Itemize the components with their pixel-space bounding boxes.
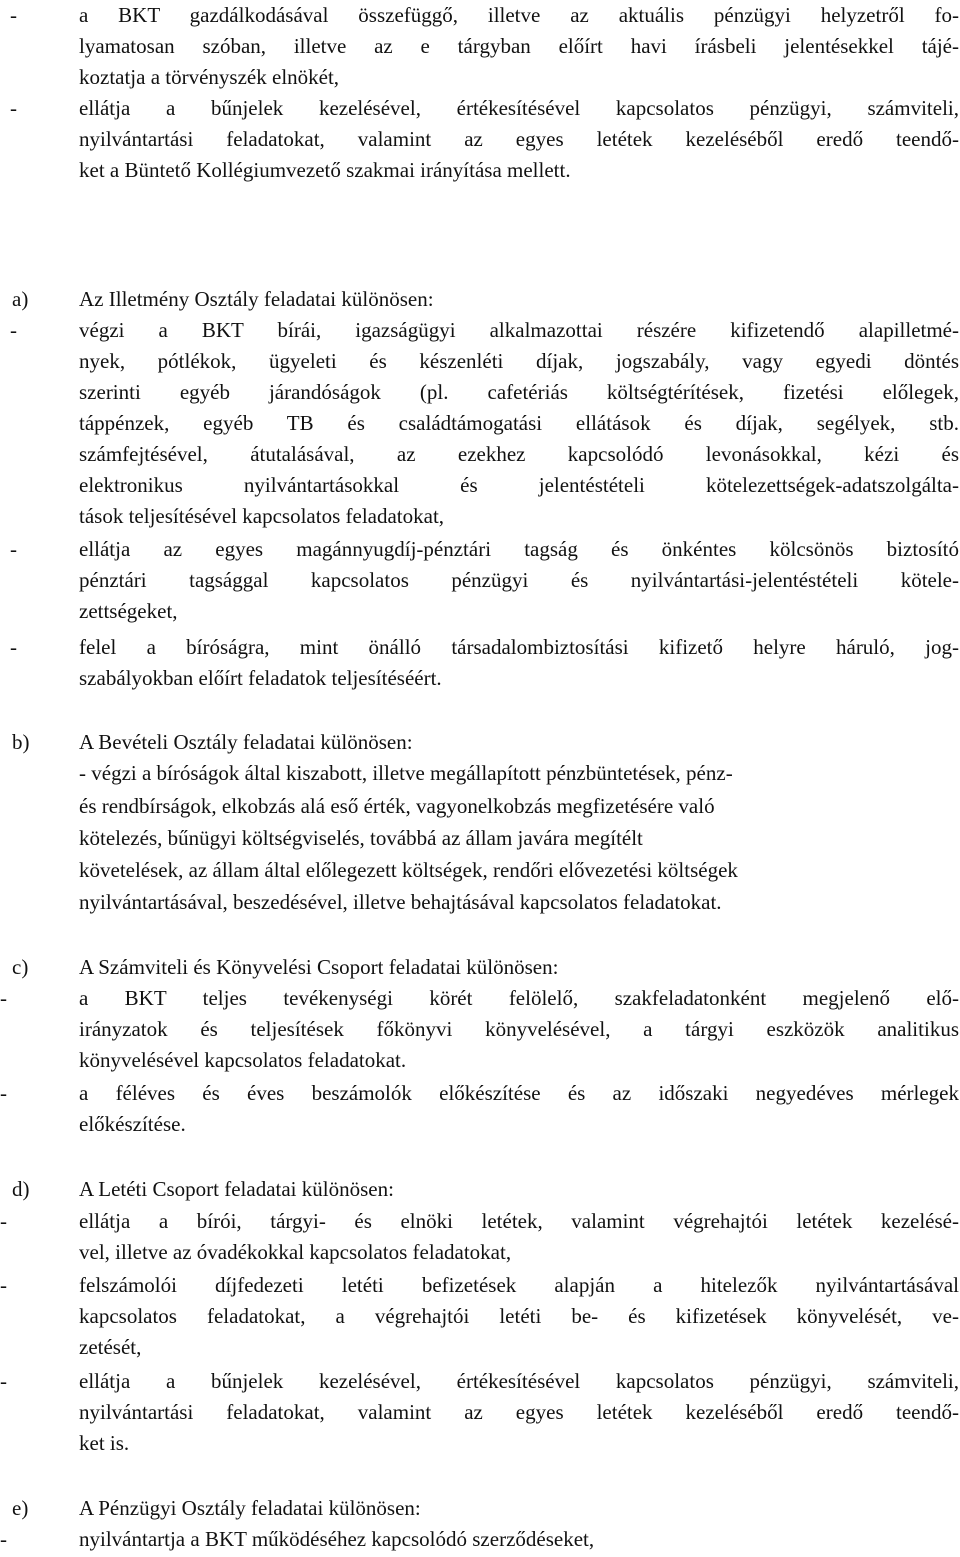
bullet-dash: - (10, 318, 17, 342)
bullet-dash: - (10, 537, 17, 561)
paragraph-line: elektronikus nyilvántartásokkal és jelentéstételi kötelezettségek-adatszolgálta- (79, 473, 959, 497)
paragraph-line: számfejtésével, átutalásával, az ezekhez kapcsolódó levonásokkal, kézi és (79, 442, 959, 466)
paragraph-line: ellátja a bűnjelek kezelésével, értékesítésével kapcsolatos pénzügyi, számviteli, (79, 1369, 959, 1393)
section-heading: A Pénzügyi Osztály feladatai különösen: (79, 1496, 421, 1520)
paragraph-line: pénztári tagsággal kapcsolatos pénzügyi és nyilvántartási-jelentéstételi kötele- (79, 568, 959, 592)
paragraph-line: ket a Büntető Kollégiumvezető szakmai irányítása mellett. (79, 158, 571, 182)
paragraph-line: szabályokban előírt feladatok teljesítéséért. (79, 666, 442, 690)
paragraph-line: ellátja a bírói, tárgyi- és elnöki letétek, valamint végrehajtói letétek kezelésé- (79, 1209, 959, 1233)
section-heading: Az Illetmény Osztály feladatai különösen: (79, 287, 434, 311)
section-heading: A Bevételi Osztály feladatai különösen: (79, 730, 413, 754)
paragraph-line: koztatja a törvényszék elnökét, (79, 65, 340, 89)
paragraph-line: nyilvántartja a BKT működéséhez kapcsolódó szerződéseket, (79, 1527, 595, 1551)
bullet-dash: - (10, 96, 17, 120)
paragraph-line: lyamatosan szóban, illetve az e tárgyban előírt havi írásbeli jelentésekkel tájé- (79, 34, 959, 58)
section-label: c) (12, 955, 29, 979)
paragraph-line: kapcsolatos feladatokat, a végrehajtói letéti be- és kifizetések könyvelését, ve- (79, 1304, 959, 1328)
section-heading: A Számviteli és Könyvelési Csoport feladatai különösen: (79, 955, 559, 979)
bullet-dash: - (0, 1527, 7, 1551)
paragraph-line: felel a bíróságra, mint önálló társadalombiztosítási kifizető helyre háruló, jog- (79, 635, 959, 659)
paragraph-line: irányzatok és teljesítések főkönyvi könyvelésével, a tárgyi eszközök analitikus (79, 1017, 959, 1041)
paragraph-line: ellátja a bűnjelek kezelésével, értékesítésével kapcsolatos pénzügyi, számviteli, (79, 96, 959, 120)
paragraph-line: és rendbírságok, elkobzás alá eső érték, vagyonelkobzás megfizetésére való (79, 794, 715, 818)
section-label: e) (12, 1496, 29, 1520)
bullet-dash: - (0, 986, 7, 1010)
section-label: d) (12, 1177, 30, 1201)
bullet-dash: - (10, 635, 17, 659)
paragraph-line: felszámolói díjfedezeti letéti befizetések alapján a hitelezők nyilvántartásával (79, 1273, 959, 1297)
paragraph-line: kötelezés, bűnügyi költségviselés, továbbá az állam javára megítélt (79, 826, 643, 850)
paragraph-line: könyvelésével kapcsolatos feladatokat. (79, 1048, 407, 1072)
paragraph-line: követelések, az állam által előlegezett költségek, rendőri elővezetési költségek (79, 858, 738, 882)
section-label: b) (12, 730, 30, 754)
paragraph-line: ellátja az egyes magánnyugdíj-pénztári tagság és önkéntes kölcsönös biztosító (79, 537, 959, 561)
paragraph-line: zettségeket, (79, 599, 178, 623)
paragraph-line: a BKT gazdálkodásával összefüggő, illetve az aktuális pénzügyi helyzetről fo- (79, 3, 959, 27)
paragraph-line: végzi a BKT bírái, igazságügyi alkalmazottai részére kifizetendő alapilletmé- (79, 318, 959, 342)
bullet-dash: - (0, 1209, 7, 1233)
section-label: a) (12, 287, 29, 311)
paragraph-line: a BKT teljes tevékenységi körét felölelő, szakfeladatonként megjelenő elő- (79, 986, 959, 1010)
paragraph-line: nyilvántartási feladatokat, valamint az egyes letétek kezeléséből eredő teendő- (79, 127, 959, 151)
paragraph-line: tások teljesítésével kapcsolatos feladatokat, (79, 504, 445, 528)
bullet-dash: - (0, 1369, 7, 1393)
bullet-dash: - (10, 3, 17, 27)
paragraph-line: nyek, pótlékok, ügyeleti és készenléti díjak, jogszabály, vagy egyedi döntés (79, 349, 959, 373)
paragraph-line: - végzi a bíróságok által kiszabott, illetve megállapított pénzbüntetések, pénz- (79, 761, 733, 785)
paragraph-line: előkészítése. (79, 1112, 186, 1136)
paragraph-line: nyilvántartási feladatokat, valamint az egyes letétek kezeléséből eredő teendő- (79, 1400, 959, 1424)
paragraph-line: táppénzek, egyéb TB és családtámogatási ellátások és díjak, segélyek, stb. (79, 411, 959, 435)
paragraph-line: nyilvántartásával, beszedésével, illetve behajtásával kapcsolatos feladatokat. (79, 890, 722, 914)
section-heading: A Letéti Csoport feladatai különösen: (79, 1177, 394, 1201)
paragraph-line: szerinti egyéb járandóságok (pl. cafetériás költségtérítések, fizetési előlegek, (79, 380, 959, 404)
paragraph-line: a féléves és éves beszámolók előkészítése és az időszaki negyedéves mérlegek (79, 1081, 959, 1105)
paragraph-line: zetését, (79, 1335, 142, 1359)
paragraph-line: vel, illetve az óvadékokkal kapcsolatos feladatokat, (79, 1240, 512, 1264)
bullet-dash: - (0, 1081, 7, 1105)
paragraph-line: ket is. (79, 1431, 130, 1455)
bullet-dash: - (0, 1273, 7, 1297)
